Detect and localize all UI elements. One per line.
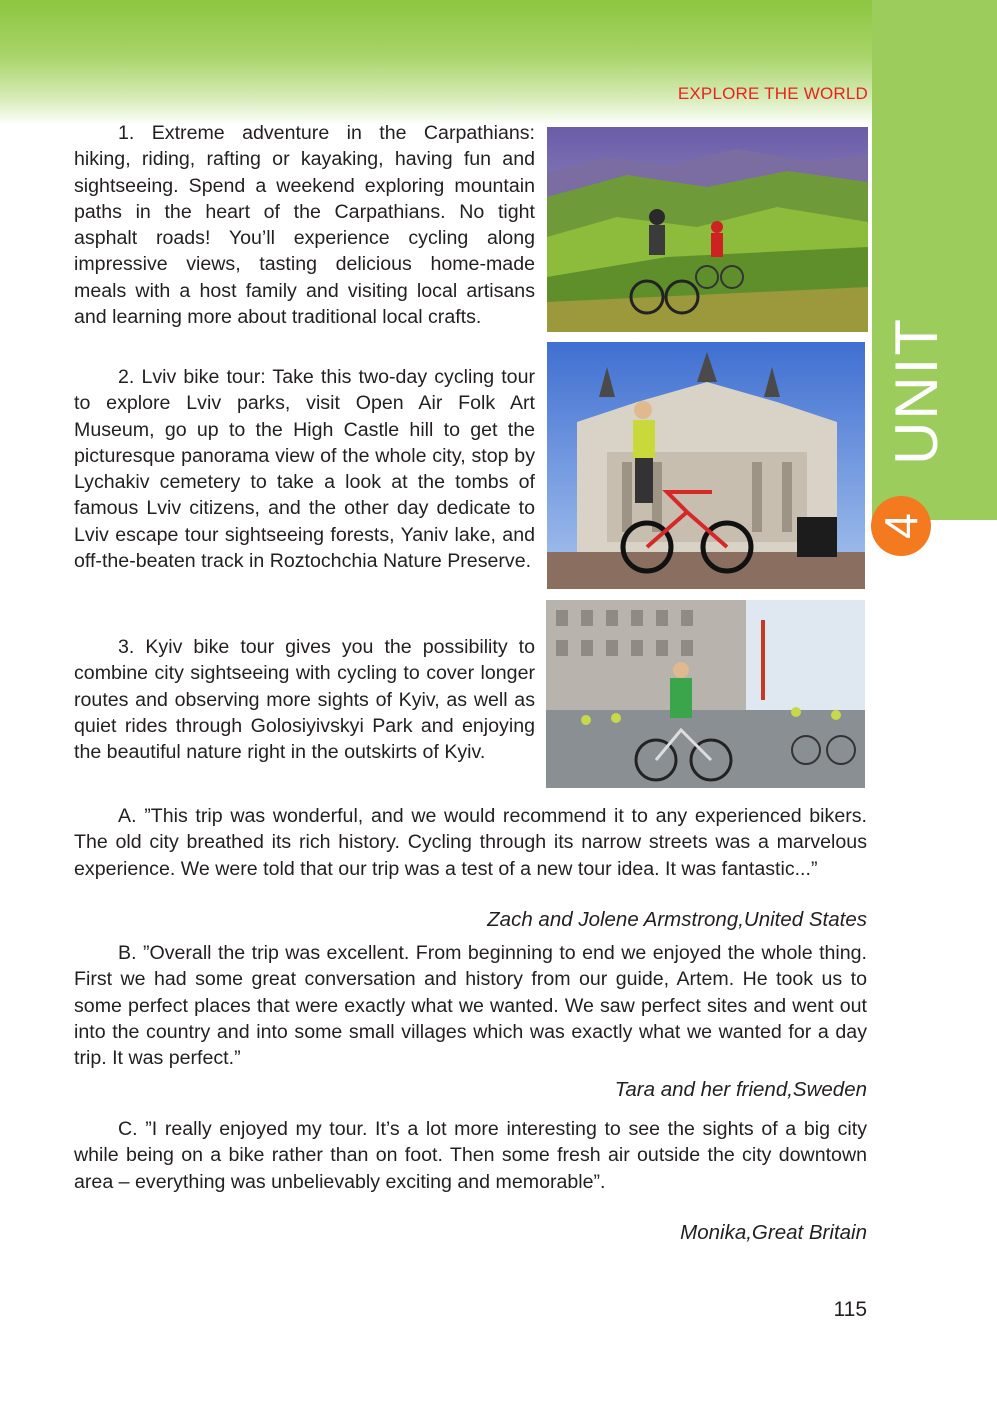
carpathians-cycling-photo (547, 127, 868, 332)
unit-number-badge (871, 496, 931, 556)
lviv-opera-cyclist-photo (547, 342, 865, 589)
section-title: EXPLORE THE WORLD (677, 84, 868, 103)
tour-2-text: 2. Lviv bike tour: Take this two-day cycling tour to explore Lviv parks, visit Open Air Folk Art Museum, go up to the High Castle hill to get the picturesque panorama view of the whole city, stop by Lychakiv cemetery to take a look at the tombs of famous Lviv citizens, and the other day dedicate to Lviv escape tour sightseeing forests, Yaniv lake, and off-the-beaten track in Roztochchia Nature Preserve. (74, 366, 535, 573)
review-a (74, 803, 867, 882)
kyiv-bike-parade-photo (546, 600, 865, 788)
tour-1 (74, 120, 535, 330)
tour-3-text: 3. Kyiv bike tour gives you the possibility to combine city sightseeing with cycling to cover longer routes and observing more sights of Kyiv, as well as quiet rides through Golosiyivskyi Park and enjoying the beautiful nature right in the outskirts of Kyiv. (74, 636, 535, 764)
review-b (74, 940, 867, 1071)
review-c-text: C. ”I really enjoyed my tour. It’s a lot more interesting to see the sights of a big city while being on a bike rather than on foot. Then some fresh air outside the city downtown area – everything was unbelievably exciting and memorable”. (74, 1118, 867, 1193)
review-b-text: B. ”Overall the trip was excellent. From beginning to end we enjoyed the whole thing. First we had some great conversation and history from our guide, Artem. He took us to some perfect places that were exactly what we wanted. We saw perfect sites and went out into the country and into some small villages which was exactly what we wanted for a day trip. It was perfect.” (74, 942, 867, 1070)
review-c (74, 1116, 867, 1195)
tour-2 (74, 364, 535, 574)
review-a-text: A. ”This trip was wonderful, and we would recommend it to any experienced bikers. The old city breathed its rich history. Cycling through its narrow streets was a marvelous experience. We were told that our trip was a test of a new tour idea. It was fantastic...” (74, 805, 867, 880)
tour-3 (74, 634, 535, 765)
top-green-band (0, 0, 872, 125)
unit-number: 4 (875, 513, 927, 539)
page-number: 115 (833, 1298, 867, 1321)
unit-label: UNIT (883, 317, 950, 465)
review-b-author: Tara and her friend,Sweden (614, 1078, 867, 1101)
tour-1-text: 1. Extreme adventure in the Carpathians: hiking, riding, rafting or kayaking, having fun and sightseeing. Spend a weekend exploring mountain paths in the heart of the Carpathians. No tight asphalt roads! You’ll experience cycling along impressive views, tasting delicious home-made meals with a host family and visiting local artisans and learning more about traditional local crafts. (74, 122, 535, 329)
review-a-author: Zach and Jolene Armstrong,United States (487, 908, 867, 931)
review-c-author: Monika,Great Britain (680, 1221, 867, 1244)
